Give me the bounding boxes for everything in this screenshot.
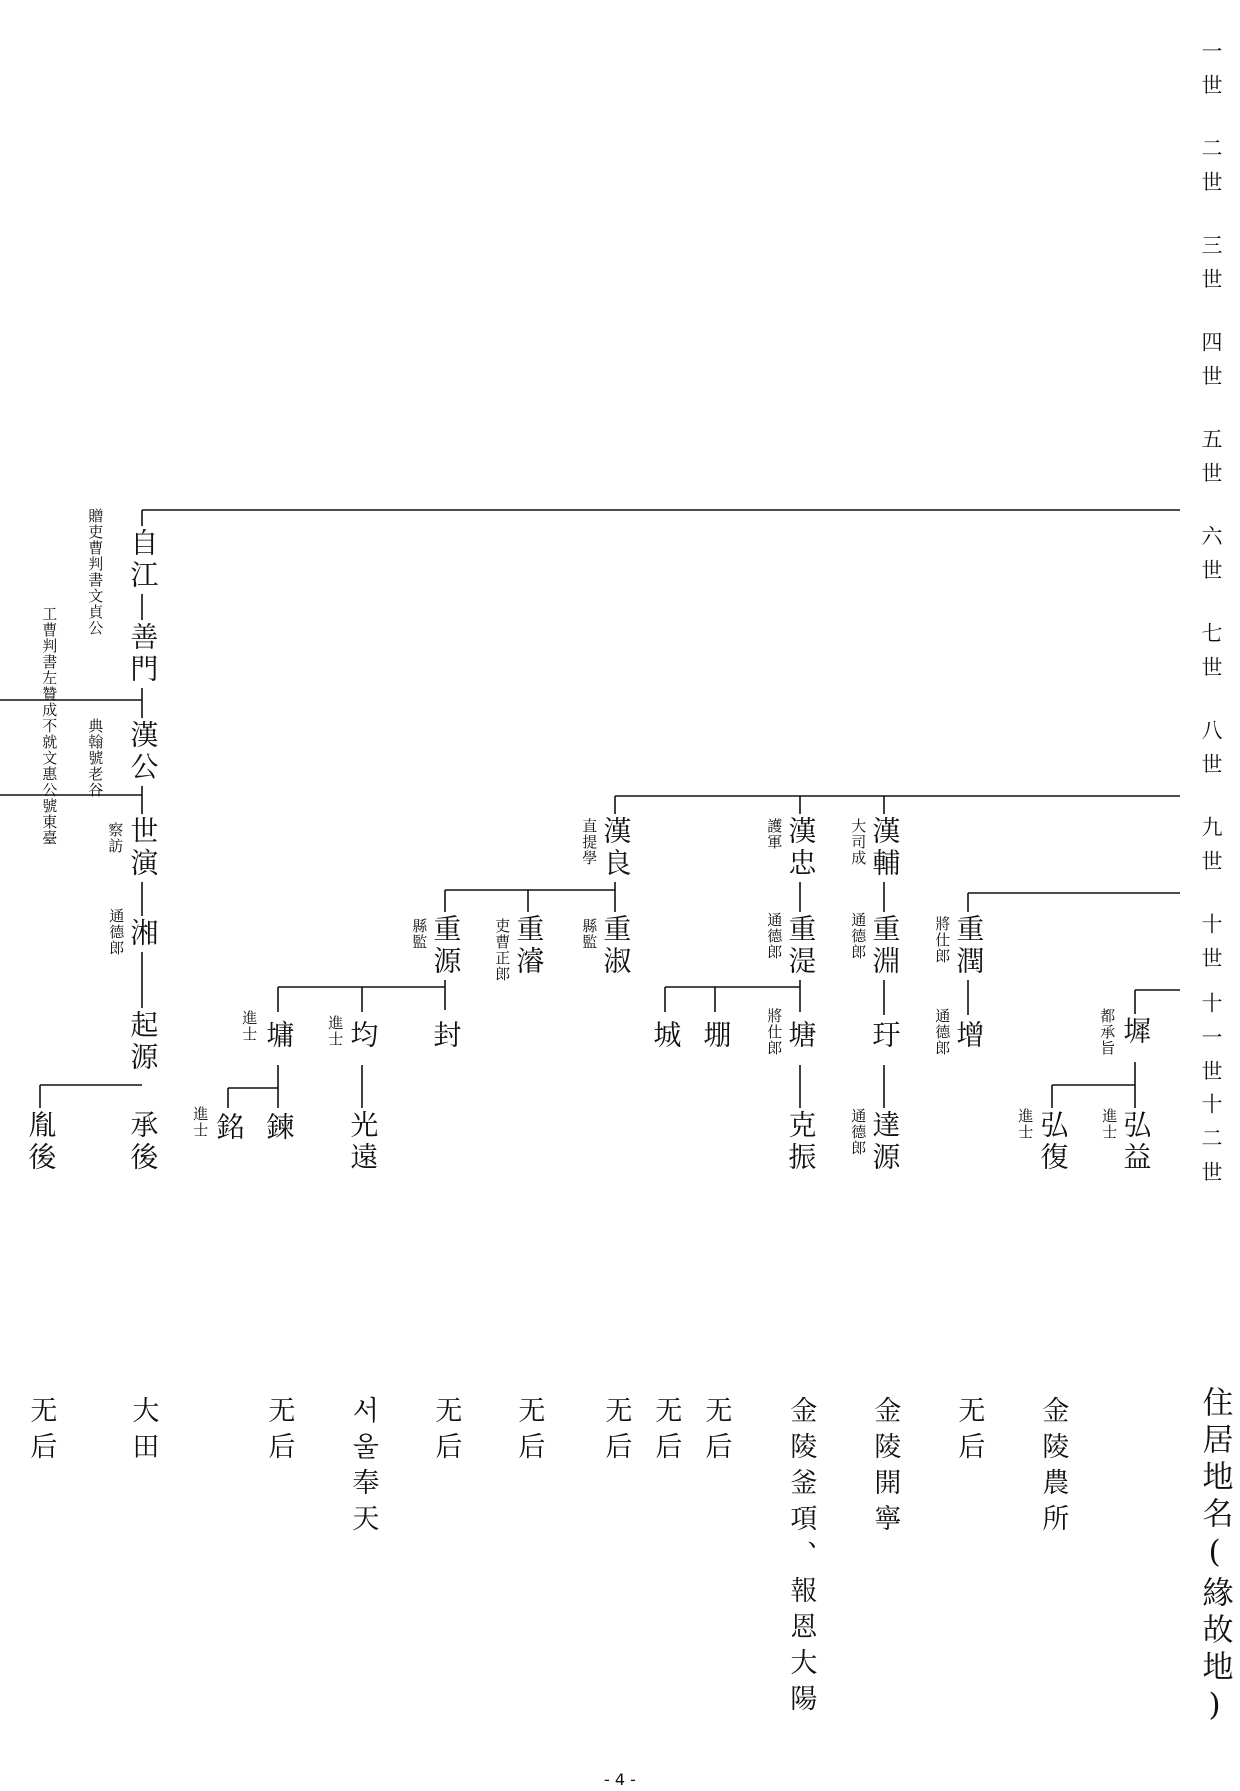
person-title: 通德郎: [765, 912, 784, 960]
residence-entry: 无后: [600, 1396, 632, 1468]
person-name: 達源: [868, 1110, 902, 1174]
residence-entry: 大田: [127, 1396, 159, 1468]
person-name: 城: [649, 1020, 683, 1052]
person-name: 重濬: [512, 914, 546, 978]
person-name: 墀: [1119, 1016, 1153, 1048]
person-name: 漢忠: [784, 816, 818, 880]
person-name: 重湜: [784, 914, 818, 978]
person-name: 堋: [699, 1020, 733, 1052]
person-title: 察訪: [106, 822, 125, 854]
person-title: 通德郎: [933, 1008, 952, 1056]
person-title: 縣監: [410, 918, 429, 950]
person-name: 世演: [126, 816, 160, 880]
person-title: 縣監: [580, 918, 599, 950]
person-name: 胤後: [24, 1110, 58, 1174]
person-name: 墉: [262, 1020, 296, 1052]
person-title: 進士: [191, 1106, 210, 1138]
generation-label: 一世: [1199, 40, 1224, 108]
person-name: 克振: [784, 1110, 818, 1174]
person-title: 工曹判書左贊成不就文惠公號東臺: [40, 606, 59, 846]
generation-label: 二世: [1199, 137, 1224, 205]
person-title: 護軍: [765, 818, 784, 850]
residence-entry: 金陵釜項、報恩大陽: [785, 1396, 817, 1720]
residence-entry: 金陵農所: [1037, 1396, 1069, 1540]
residence-entry: 서울奉天: [347, 1396, 379, 1540]
generation-label: 十一世: [1199, 992, 1224, 1094]
generation-label: 三世: [1199, 234, 1224, 302]
person-title: 通德郎: [849, 912, 868, 960]
person-name: 善門: [126, 622, 160, 686]
residence-entry: 无后: [953, 1396, 985, 1468]
residence-entry: 金陵開寧: [869, 1396, 901, 1540]
person-title: 將仕郎: [765, 1008, 784, 1056]
generation-label: 六世: [1199, 525, 1224, 593]
generation-label: 七世: [1199, 622, 1224, 690]
person-title: 進士: [326, 1015, 345, 1047]
generation-label: 十二世: [1199, 1093, 1224, 1195]
person-title: 直提學: [580, 818, 599, 866]
person-name: 玗: [868, 1020, 902, 1052]
person-name: 光遠: [346, 1110, 380, 1174]
person-name: 漢輔: [868, 816, 902, 880]
residence-entry: 无后: [700, 1396, 732, 1468]
person-name: 重潤: [952, 914, 986, 978]
residence-entry: 无后: [25, 1396, 57, 1468]
person-name: 自江: [126, 528, 160, 592]
residence-entry: 无后: [430, 1396, 462, 1468]
generation-label: 九世: [1199, 816, 1224, 884]
person-name: 鍊: [262, 1112, 296, 1144]
person-title: 贈吏曹判書文貞公: [86, 508, 105, 636]
person-name: 漢良: [599, 816, 633, 880]
person-name: 漢公: [126, 720, 160, 784]
residence-entry: 无后: [513, 1396, 545, 1468]
person-name: 湘: [126, 918, 160, 950]
person-name: 弘復: [1036, 1110, 1070, 1174]
person-title: 進士: [1100, 1108, 1119, 1140]
person-title: 將仕郎: [933, 916, 952, 964]
residence-heading: 住居地名(緣故地): [1196, 1386, 1233, 1729]
generation-label: 十世: [1199, 913, 1224, 981]
residence-entry: 无后: [263, 1396, 295, 1468]
person-name: 銘: [212, 1112, 246, 1144]
person-name: 弘益: [1119, 1110, 1153, 1174]
residence-entry: 无后: [650, 1396, 682, 1468]
person-name: 塘: [784, 1020, 818, 1052]
person-title: 進士: [240, 1010, 259, 1042]
person-title: 通德郎: [107, 908, 126, 956]
generation-label: 五世: [1199, 428, 1224, 496]
person-name: 重淑: [599, 914, 633, 978]
person-name: 重淵: [868, 914, 902, 978]
person-name: 增: [952, 1020, 986, 1052]
person-title: 大司成: [849, 818, 868, 866]
person-name: 起源: [126, 1010, 160, 1074]
person-title: 進士: [1016, 1108, 1035, 1140]
person-name: 均: [346, 1020, 380, 1052]
generation-label: 四世: [1199, 331, 1224, 399]
person-name: 封: [429, 1020, 463, 1052]
person-title: 通德郎: [849, 1108, 868, 1156]
person-title: 典翰號老谷: [86, 718, 105, 798]
person-name: 承後: [126, 1110, 160, 1174]
person-name: 重源: [429, 914, 463, 978]
page-number: - 4 -: [604, 1770, 636, 1789]
person-title: 吏曹正郎: [493, 918, 512, 982]
generation-label: 八世: [1199, 719, 1224, 787]
person-title: 都承旨: [1098, 1008, 1117, 1056]
